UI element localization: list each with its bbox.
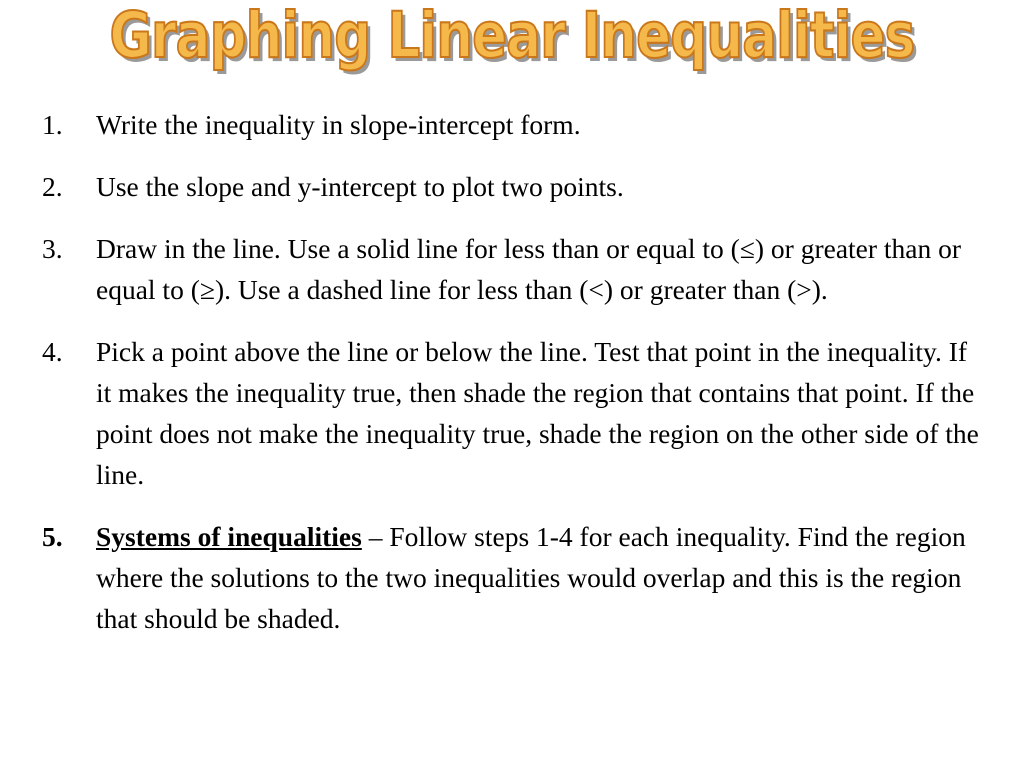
step-number: 3.	[42, 233, 63, 264]
slide-title: Graphing Linear Inequalities	[109, 0, 915, 73]
step-number: 5.	[42, 521, 63, 552]
step-text: Pick a point above the line or below the line. Test that point in the inequality. If it makes the inequality true, then shade the region that contains that point. If the point does not make the inequality true, shade the region on the other side of the line.	[96, 336, 979, 490]
list-item	[42, 228, 982, 310]
step-number: 1.	[42, 109, 63, 140]
list-item	[42, 331, 982, 495]
steps-list	[42, 104, 982, 660]
step-heading: Systems of inequalities	[96, 521, 362, 552]
list-item	[42, 516, 982, 639]
list-item	[42, 104, 982, 145]
step-text	[96, 516, 982, 639]
step-text: Draw in the line. Use a solid line for less than or equal to (≤) or greater than or equal to (≥). Use a dashed line for less than (<) or greater than (>).	[96, 233, 962, 305]
list-item	[42, 166, 982, 207]
step-text: Write the inequality in slope-intercept form.	[96, 109, 581, 140]
step-body: – Follow steps 1-4 for each inequality. Find the region where the solutions to the two inequalities would overlap and this is the region that should be shaded.	[96, 521, 966, 634]
step-number: 4.	[42, 336, 63, 367]
step-text: Use the slope and y-intercept to plot two points.	[96, 171, 624, 202]
step-number: 2.	[42, 171, 63, 202]
